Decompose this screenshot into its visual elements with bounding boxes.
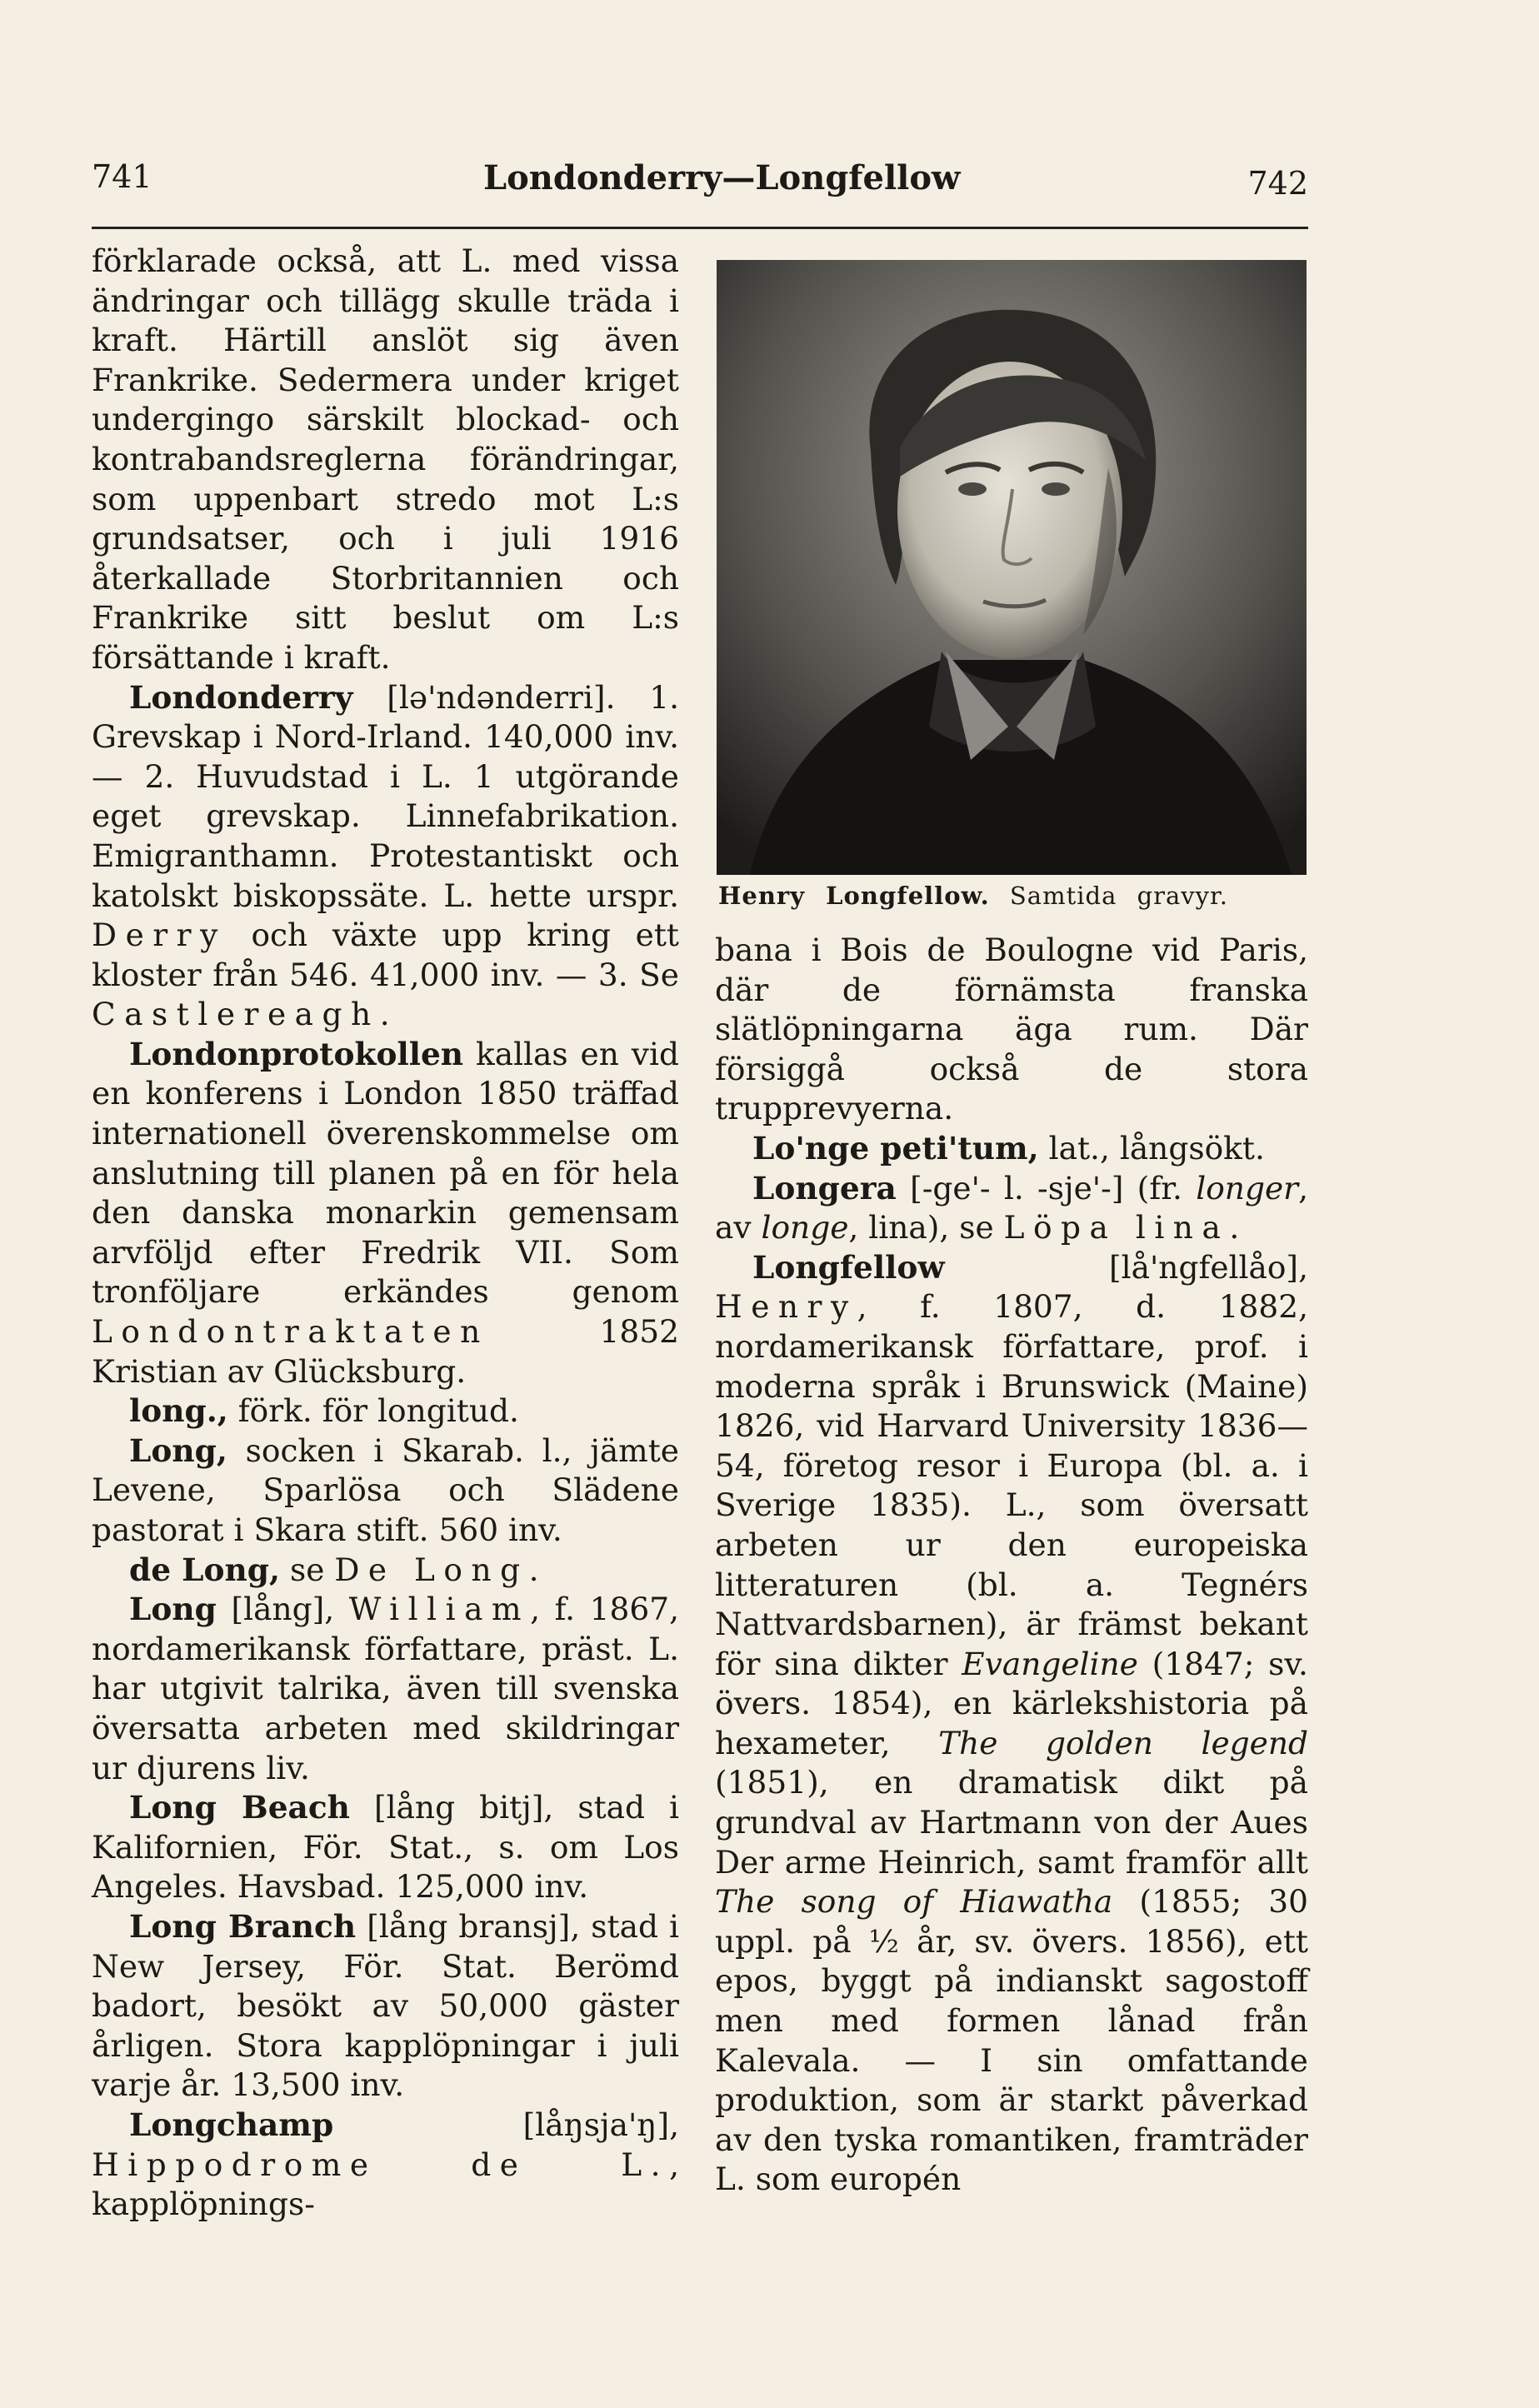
title-golden-legend: The golden legend	[938, 1724, 1308, 1761]
entry-londonderry: Londonderry [lə'ndənderri]. 1. Grevskap i Nord-Irland. 140,000 inv. — 2. Huvudstad i L. 1 utgörande eget grevskap. Linnefabrikation. Emigranthamn. Protestantiskt och katolskt biskopssäte. L. hette urspr. Derry och växte upp kring ett kloster från 546. 41,000 inv. — 3. Se Castlereagh.	[92, 678, 679, 1033]
left-column	[92, 242, 679, 2225]
title-evangeline: Evangeline	[962, 1645, 1138, 1682]
headword-long-abbr: long.,	[129, 1392, 228, 1430]
name-william: William	[348, 1591, 531, 1628]
page-number-left: 741	[92, 158, 152, 195]
portrait-caption	[718, 882, 1305, 910]
headword-longchamp: Longchamp	[129, 2106, 334, 2143]
entry-longfellow: Longfellow [lå'ngfellåo], Henry, f. 1807, d. 1882, nordamerikansk författare, prof. i moderna språk i Brunswick (Maine) 1826, vid Harvard University 1836—54, företog resor i Europa (bl. a. i Sverige 1835). L., som översatt arbeten ur den europeiska litteraturen (bl. a. Tegnérs Nattvardsbarnen), är främst bekant för sina dikter Evangeline (1847; sv. övers. 1854), en kärlekshistoria på hexameter, The golden legend (1851), en dramatisk dikt på grundval av Hartmann von der Aues Der arme Heinrich, samt framför allt The song of Hiawatha (1855; 30 uppl. på ½ år, sv. övers. 1856), ett epos, byggt på indianskt sagostoff men med formen lånad från Kalevala. — I sin omfattande produktion, som är starkt påverkad av den tyska romantiken, framträder L. som europén	[715, 1248, 1308, 2198]
entry-longe-petitum: Lo'nge peti'tum, lat., långsökt.	[752, 1129, 1265, 1167]
entry-continuation	[92, 242, 679, 678]
ref-lopa-lina: Löpa lina	[1003, 1209, 1230, 1246]
continuation-text: förklarade också, att L. med vissa ändringar och tillägg skulle träda i kraft. Härtill anslöt sig även Frankrike. Sedermera under kriget undergingo särskilt blockad- och kontrabandsreglerna förändringar, som uppenbart stredo mot L:s grundsatser, och i juli 1916 återkallade Storbritannien och Frankrike sitt beslut om L:s försättande i kraft.	[92, 242, 679, 676]
headword-longfellow: Longfellow	[752, 1248, 945, 1286]
ref-de-long: De Long	[334, 1551, 529, 1588]
entry-long-abbr: long., förk. för longitud.	[129, 1392, 519, 1430]
ref-londontraktaten: Londontraktaten	[92, 1313, 489, 1351]
portrait-engraving	[717, 260, 1307, 875]
entry-de-long: de Long, se De Long.	[129, 1551, 539, 1588]
entry-longera: Longera [-ge'- l. -sje'-] (fr. longer, av longe, lina), se Löpa lina.	[715, 1169, 1308, 1246]
right-column	[715, 931, 1308, 2200]
ref-castlereagh: Castlereagh	[92, 996, 380, 1033]
headword-londonderry: Londonderry	[129, 678, 353, 716]
entry-longchamp: Longchamp [låŋsja'ŋ], Hippodrome de L., kapplöpnings-	[92, 2106, 679, 2223]
caption-name: Henry Longfellow.	[718, 882, 990, 910]
headword-long-socken: Long,	[129, 1431, 227, 1469]
portrait-image	[717, 260, 1307, 875]
page-header	[92, 158, 1308, 217]
headword-longera: Longera	[752, 1169, 897, 1206]
headword-long-branch: Long Branch	[129, 1907, 357, 1945]
headword-londonprotokollen: Londonprotokollen	[129, 1035, 464, 1072]
header-rule	[92, 227, 1308, 229]
headword-long-beach: Long Beach	[129, 1789, 350, 1826]
ref-derry: Derry	[92, 917, 227, 954]
ref-hippodrome: Hippodrome de L.	[92, 2146, 670, 2183]
caption-desc: Samtida gravyr.	[989, 882, 1228, 910]
headword-de-long: de Long,	[129, 1551, 281, 1588]
entry-long-branch: Long Branch [lång bransj], stad i New Jersey, För. Stat. Berömd badort, besökt av 50,000 gäster årligen. Stora kapplöpningar i juli varje år. 13,500 inv.	[92, 1907, 679, 2104]
running-head: Londonderry—Longfellow	[483, 158, 961, 197]
headword-longe-petitum: Lo'nge peti'tum,	[752, 1129, 1039, 1167]
entry-long-beach: Long Beach [lång bitj], stad i Kalifornien, För. Stat., s. om Los Angeles. Havsbad. 125,000 inv.	[92, 1789, 679, 1906]
headword-long-william: Long	[129, 1591, 217, 1628]
entry-longchamp-continued: bana i Bois de Boulogne vid Paris, där de förnämsta franska slätlöpningarna äga rum. Där försiggå också de stora trupprevyerna.	[715, 932, 1308, 1127]
title-hiawatha: The song of Hiawatha	[715, 1883, 1113, 1921]
entry-long-william: Long [lång], William, f. 1867, nordamerikansk författare, präst. L. har utgivit talrika, även till svenska översatta arbeten med skildringar ur djurens liv.	[92, 1591, 680, 1786]
entry-londonprotokollen: Londonprotokollen kallas en vid en konferens i London 1850 träffad internationell överenskommelse om anslutning till planen på en för hela den danska monarkin gemensam arvföljd efter Fredrik VII. Som tronföljare erkändes genom Londontraktaten 1852 Kristian av Glücksburg.	[92, 1035, 679, 1390]
entry-long-socken: Long, socken i Skarab. l., jämte Levene, Sparlösa och Slädene pastorat i Skara stift. 560 inv.	[92, 1431, 679, 1548]
name-henry: Henry	[715, 1288, 857, 1326]
page-number-right: 742	[1247, 165, 1308, 202]
